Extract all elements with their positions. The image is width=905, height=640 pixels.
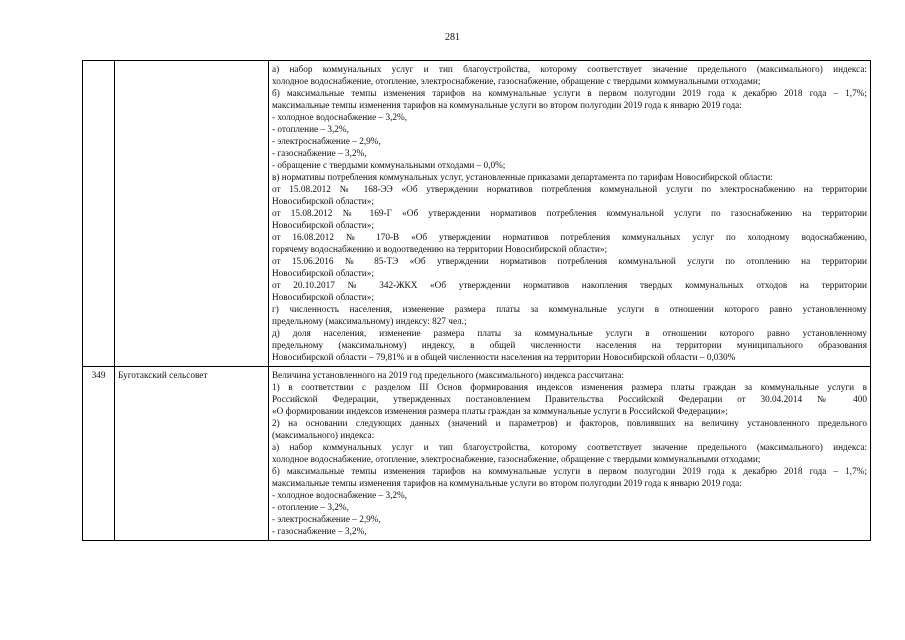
table-row <box>83 367 871 541</box>
description-lines <box>272 370 867 538</box>
description-line: Новосибирской области»; <box>272 269 374 279</box>
table-row <box>83 61 871 367</box>
description-line: Новосибирской области»; <box>272 197 374 207</box>
description-line: б) максимальные темпы изменения тарифов на коммунальные услуги в первом полугодии 2019 года к декабрю 2018 года – 1,7%; <box>272 89 867 99</box>
description-line: - газоснабжение – 3,2%, <box>272 527 367 537</box>
description-line: горячему водоснабжению и водоотведению на территории Новосибирской области»; <box>272 245 608 255</box>
description-line: в) нормативы потребления коммунальных услуг, установленные приказами департамента по тарифам Новосибирской области: <box>272 173 773 183</box>
description-line: - отопление – 3,2%, <box>272 125 349 135</box>
description-line: а) набор коммунальных услуг и тип благоустройства, которому соответствует значение предельного (максимального) индекса: <box>272 65 867 75</box>
description-line: (максимального) индекса: <box>272 431 375 441</box>
description-line: - холодное водоснабжение – 3,2%, <box>272 113 408 123</box>
description-lines <box>272 64 867 364</box>
description-line: Новосибирской области»; <box>272 221 374 231</box>
description-line: Российской Федерации, утвержденных постановлением Правительства Российской Федерации от 30.04.2014 № 400 <box>272 395 867 405</box>
description-line: Новосибирской области – 79,81% и в общей численности населения на территории Новосибирской области – 0,030% <box>272 353 736 363</box>
description-line: от 15.06.2016 № 85-ТЭ «Об утверждении нормативов потребления коммунальной услуги по отоплению на территории <box>272 257 867 267</box>
page-number: 281 <box>445 32 460 43</box>
row-number <box>83 61 115 367</box>
description-line: от 15.08.2012 № 169-Г «Об утверждении нормативов потребления коммунальной услуги по газоснабжению на территории <box>272 209 867 219</box>
description-line: - холодное водоснабжение – 3,2%, <box>272 491 408 501</box>
description-line: Новосибирской области»; <box>272 293 374 303</box>
description-line: холодное водоснабжение, отопление, электроснабжение, газоснабжение, обращение с твердыми коммунальными отходами; <box>272 77 761 87</box>
description-line: от 20.10.2017 № 342-ЖКХ «Об утверждении нормативов накопления твердых коммунальных отходов на территории <box>272 281 867 291</box>
description-line: 2) на основании следующих данных (значений и параметров) и факторов, повлиявших на величину установленного предельного <box>272 419 867 429</box>
description-line: предельному (максимальному) индексу, в общей численности населения на территории муниципального образования <box>272 341 867 351</box>
description-line: от 15.08.2012 № 168-ЭЭ «Об утверждении нормативов потребления коммунальной услуги по электроснабжению на территории <box>272 185 867 195</box>
row-description <box>269 367 871 541</box>
tariff-table <box>82 60 871 541</box>
description-line: Величина установленного на 2019 год предельного (максимального) индекса рассчитана: <box>272 371 624 381</box>
row-description <box>269 61 871 367</box>
description-line: от 16.08.2012 № 170-В «Об утверждении нормативов потребления коммунальных услуг по холодному водоснабжению, <box>272 233 867 243</box>
description-line: - электроснабжение – 2,9%, <box>272 515 381 525</box>
description-line: - обращение с твердыми коммунальными отходами – 0,0%; <box>272 161 506 171</box>
description-line: - электроснабжение – 2,9%, <box>272 137 381 147</box>
description-line: «О формировании индексов изменения размера платы граждан за коммунальные услуги в Российской Федерации»; <box>272 407 728 417</box>
description-line: предельному (максимальному) индексу: 827 чел.; <box>272 317 467 327</box>
row-number: 349 <box>83 367 115 541</box>
description-line: максимальные темпы изменения тарифов на коммунальные услуги во втором полугодии 2019 года к январю 2019 года: <box>272 101 742 111</box>
description-line: д) доля населения, изменение размера платы за коммунальные услуги в отношении которого равно установленному <box>272 329 867 339</box>
municipality-name: Буготакский сельсовет <box>115 367 269 541</box>
description-line: 1) в соответствии с разделом III Основ формирования индексов изменения размера платы граждан за коммунальные услуги в <box>272 383 867 393</box>
municipality-name <box>115 61 269 367</box>
description-line: г) численность населения, изменение размера платы за коммунальные услуги в отношении которого равно установленному <box>272 305 867 315</box>
description-line: - газоснабжение – 3,2%, <box>272 149 367 159</box>
description-line: - отопление – 3,2%, <box>272 503 349 513</box>
description-line: холодное водоснабжение, отопление, электроснабжение, газоснабжение, обращение с твердыми коммунальными отходами; <box>272 455 761 465</box>
description-line: а) набор коммунальных услуг и тип благоустройства, которому соответствует значение предельного (максимального) индекса: <box>272 443 867 453</box>
description-line: б) максимальные темпы изменения тарифов на коммунальные услуги в первом полугодии 2019 года к декабрю 2018 года – 1,7%; <box>272 467 867 477</box>
description-line: максимальные темпы изменения тарифов на коммунальные услуги во втором полугодии 2019 года к январю 2019 года: <box>272 479 742 489</box>
